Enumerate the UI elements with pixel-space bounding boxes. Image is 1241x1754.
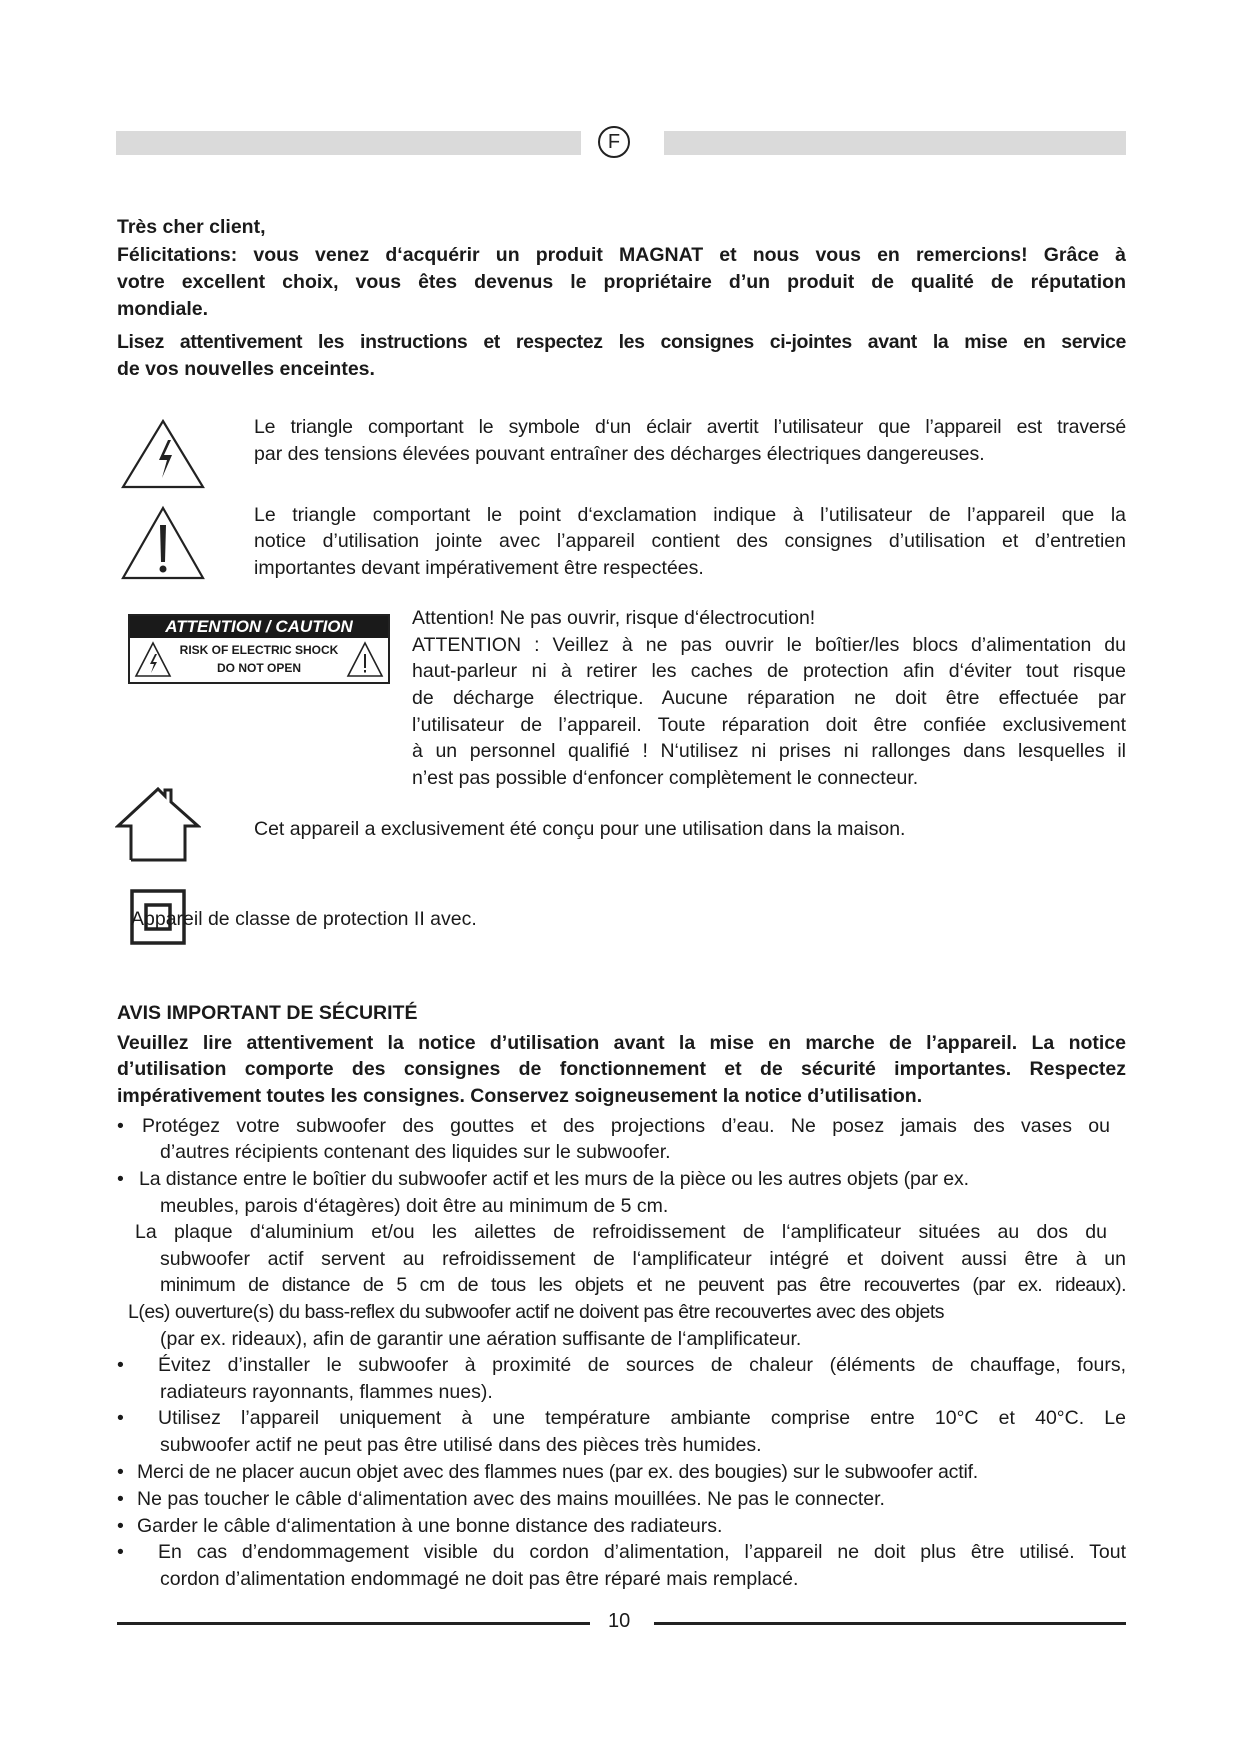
safety-title: AVIS IMPORTANT DE SÉCURITÉ	[117, 1002, 418, 1024]
exclamation-text-line-1: Le triangle comportant le point d‘exclamation indique à l’utilisateur de l’appareil que la	[254, 504, 1126, 526]
caution-label-title: ATTENTION / CAUTION	[130, 616, 388, 638]
safety-item-3-line-1: La plaque d‘aluminium et/ou les ailettes de refroidissement de l‘amplificateur situées au dos du	[135, 1221, 1107, 1243]
caution-text-line-6: à un personnel qualifié ! N‘utilisez ni prises ni rallonges dans lesquelles il	[412, 740, 1126, 762]
header-bar-left	[116, 131, 581, 155]
safety-item-10-line-1: En cas d’endommagement visible du cordon d’alimentation, l’appareil ne doit plus être utilisé. Tout	[158, 1541, 1126, 1563]
exclamation-triangle-icon	[120, 505, 206, 581]
exclamation-text-line-3: importantes devant impérativement être respectées.	[254, 557, 704, 579]
safety-item-10-line-2: cordon d’alimentation endommagé ne doit pas être réparé mais remplacé.	[160, 1568, 799, 1590]
safety-item-5-line-1: Évitez d’installer le subwoofer à proximité de sources de chaleur (éléments de chauffage, fours,	[158, 1354, 1126, 1376]
caution-label	[128, 614, 390, 684]
safety-item-2-line-2: meubles, parois d‘étagères) doit être au minimum de 5 cm.	[160, 1195, 669, 1217]
language-badge: F	[598, 126, 630, 158]
house-icon	[115, 786, 201, 862]
lightning-text-line-2: par des tensions élevées pouvant entraîner des décharges électriques dangereuses.	[254, 443, 985, 465]
safety-item-4-line-2: (par ex. rideaux), afin de garantir une aération suffisante de l‘amplificateur.	[160, 1328, 802, 1350]
caution-text-line-2: ATTENTION : Veillez à ne pas ouvrir le boîtier/les blocs d’alimentation du	[412, 634, 1126, 656]
safety-item-7-line-1: Merci de ne placer aucun objet avec des flammes nues (par ex. des bougies) sur le subwoofer actif.	[137, 1461, 979, 1483]
safety-item-3-line-3: minimum de distance de 5 cm de tous les objets et ne peuvent pas être recouvertes (par ex. rideaux).	[160, 1274, 1126, 1296]
page-number: 10	[608, 1610, 631, 1632]
exclamation-text-line-2: notice d’utilisation jointe avec l’appareil contient des consignes d’utilisation et d’entretien	[254, 530, 1126, 552]
intro-paragraph-2-line-2: de vos nouvelles enceintes.	[117, 358, 375, 380]
footer-rule-right	[654, 1622, 1126, 1625]
greeting: Très cher client,	[117, 216, 266, 238]
safety-intro-line-2: d’utilisation comporte des consignes de fonctionnement et de sécurité importantes. Respectez	[117, 1058, 1126, 1080]
safety-item-4-line-1: L(es) ouverture(s) du bass-reflex du subwoofer actif ne doivent pas être recouvertes avec des objets	[128, 1301, 945, 1323]
bullet-marker: •	[117, 1115, 124, 1137]
bullet-marker: •	[117, 1407, 124, 1429]
header-bar-right	[664, 131, 1126, 155]
intro-paragraph-1-line-3: mondiale.	[117, 298, 209, 320]
caution-text-line-7: n’est pas possible d‘enfoncer complètement le connecteur.	[412, 767, 919, 789]
caution-label-line-1: RISK OF ELECTRIC SHOCK	[179, 643, 339, 657]
intro-paragraph-2-line-1: Lisez attentivement les instructions et respectez les consignes ci-jointes avant la mise en service	[117, 331, 1126, 353]
caution-label-line-2: DO NOT OPEN	[216, 661, 301, 675]
bullet-marker: •	[117, 1168, 124, 1190]
safety-item-1-line-1: Protégez votre subwoofer des gouttes et des projections d’eau. Ne posez jamais des vases ou	[142, 1115, 1110, 1137]
bullet-marker: •	[117, 1488, 124, 1510]
safety-item-6-line-1: Utilisez l’appareil uniquement à une température ambiante comprise entre 10°C et 40°C. Le	[158, 1407, 1126, 1429]
bullet-marker: •	[117, 1354, 124, 1376]
safety-item-2-line-1: La distance entre le boîtier du subwoofer actif et les murs de la pièce ou les autres objets (par ex.	[139, 1168, 969, 1190]
caution-text-line-5: l’utilisateur de l’appareil. Toute réparation doit être confiée exclusivement	[412, 714, 1126, 736]
bullet-marker: •	[117, 1541, 124, 1563]
safety-item-9-line-1: Garder le câble d‘alimentation à une bonne distance des radiateurs.	[137, 1515, 723, 1537]
safety-item-5-line-2: radiateurs rayonnants, flammes nues).	[160, 1381, 493, 1403]
safety-item-3-line-2: subwoofer actif servent au refroidissement de l‘amplificateur intégré et doivent aussi être à un	[160, 1248, 1126, 1270]
safety-item-8-line-1: Ne pas toucher le câble d‘alimentation avec des mains mouillées. Ne pas le connecter.	[137, 1488, 885, 1510]
caution-text-line-1: Attention! Ne pas ouvrir, risque d‘électrocution!	[412, 607, 816, 629]
bullet-marker: •	[117, 1515, 124, 1537]
caution-text-line-4: de décharge électrique. Aucune réparation ne doit être effectuée par	[412, 687, 1126, 709]
safety-intro-line-1: Veuillez lire attentivement la notice d’utilisation avant la mise en marche de l’appareil. La notice	[117, 1032, 1126, 1054]
safety-item-6-line-2: subwoofer actif ne peut pas être utilisé dans des pièces très humides.	[160, 1434, 762, 1456]
caution-text-line-3: haut-parleur ni à retirer les caches de protection afin d‘éviter tout risque	[412, 660, 1126, 682]
lightning-text-line-1: Le triangle comportant le symbole d‘un éclair avertit l’utilisateur que l’appareil est traversé	[254, 416, 1126, 438]
house-text: Cet appareil a exclusivement été conçu pour une utilisation dans la maison.	[254, 818, 906, 840]
footer-rule-left	[117, 1622, 590, 1625]
safety-intro-line-3: impérativement toutes les consignes. Conservez soigneusement la notice d’utilisation.	[117, 1085, 923, 1107]
lightning-triangle-icon	[120, 418, 206, 490]
intro-paragraph-1-line-2: votre excellent choix, vous êtes devenus le propriétaire d’un produit de qualité de réputation	[117, 271, 1126, 293]
class2-text: Appareil de classe de protection II avec.	[131, 908, 477, 930]
intro-paragraph-1-line-1: Félicitations: vous venez d‘acquérir un produit MAGNAT et nous vous en remercions! Grâce à	[117, 244, 1126, 266]
bullet-marker: •	[117, 1461, 124, 1483]
safety-item-1-line-2: d’autres récipients contenant des liquides sur le subwoofer.	[160, 1141, 671, 1163]
